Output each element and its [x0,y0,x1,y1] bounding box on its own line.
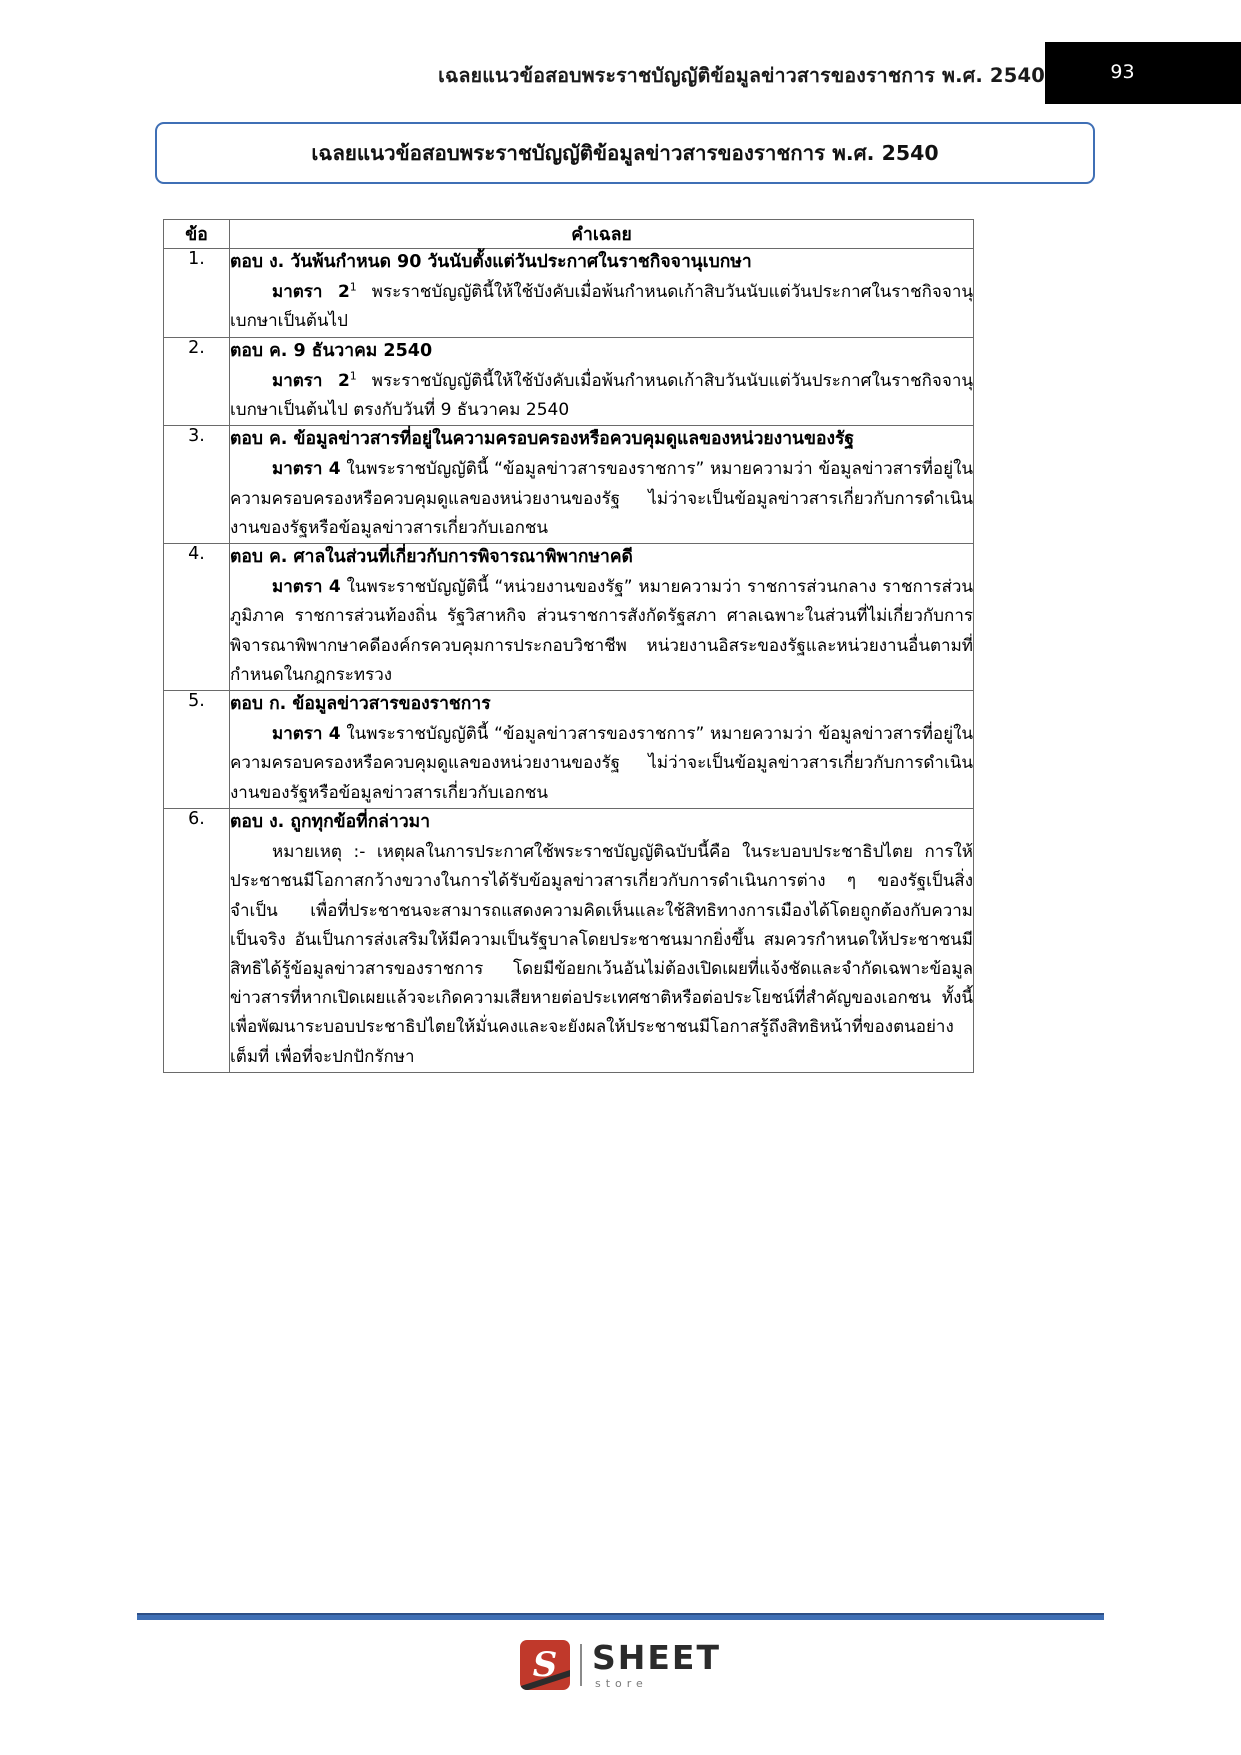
row-answer-cell [230,249,974,338]
row-number: 5. [164,691,230,809]
row-answer-cell [230,544,974,691]
row-number: 1. [164,249,230,338]
table-row [164,249,974,338]
logo-letter: S [532,1645,558,1685]
answer-heading: ตอบ ก. ข้อมูลข่าวสารของราชการ [230,694,491,715]
explanation-text: ในพระราชบัญญัตินี้ “ข้อมูลข่าวสารของราชการ” หมายความว่า ข้อมูลข่าวสารที่อยู่ในความครอบครองหรือควบคุมดูแลของหน่วยงานของรัฐ ไม่ว่าจะเป็นข้อมูลข่าวสารเกี่ยวกับการดำเนินงานของรัฐหรือข้อมูลข่าวสารเกี่ยวกับเอกชน [230,724,973,803]
row-number: 2. [164,337,230,426]
answer-heading: ตอบ ง. วันพ้นกำหนด 90 วันนับตั้งแต่วันประกาศในราชกิจจานุเบกษา [230,252,752,272]
answer-heading: ตอบ ค. ข้อมูลข่าวสารที่อยู่ในความครอบครองหรือควบคุมดูแลของหน่วยงานของรัฐ [230,429,855,450]
running-header-title: เฉลยแนวข้อสอบพระราชบัญญัติข้อมูลข่าวสารของราชการ พ.ศ. 2540 [438,64,1045,87]
section-reference: มาตรา 4 [272,459,341,480]
logo-word: SHEET [592,1638,721,1677]
column-header-number: ข้อ [164,220,230,249]
explanation-text: พระราชบัญญัตินี้ให้ใช้บังคับเมื่อพ้นกำหนดเก้าสิบวันนับแต่วันประกาศในราชกิจจานุเบกษาเป็นต้นไป [230,282,973,332]
row-answer-cell [230,337,974,426]
answer-heading: ตอบ ค. ศาลในส่วนที่เกี่ยวกับการพิจารณาพิพากษาคดี [230,547,633,568]
explanation-text: พระราชบัญญัตินี้ให้ใช้บังคับเมื่อพ้นกำหนดเก้าสิบวันนับแต่วันประกาศในราชกิจจานุเบกษาเป็นต้นไป ตรงกับวันที่ 9 ธันวาคม 2540 [230,370,973,420]
footnote-marker: 1 [349,280,357,294]
explanation-text: ในพระราชบัญญัตินี้ “หน่วยงานของรัฐ” หมายความว่า ราชการส่วนกลาง ราชการส่วนภูมิภาค ราชการส่วนท้องถิ่น รัฐวิสาหกิจ ส่วนราชการสังกัดรัฐสภา ศาลเฉพาะในส่วนที่ไม่เกี่ยวกับการพิจารณาพิพากษาคดีองค์กรควบคุมการประกอบวิชาชีพ หน่วยงานอิสระของรัฐและหน่วยงานอื่นตามที่กำหนดในกฎกระทรวง [230,577,974,685]
table-header-row [164,220,974,249]
explanation-text: ในพระราชบัญญัตินี้ “ข้อมูลข่าวสารของราชการ” หมายความว่า ข้อมูลข่าวสารที่อยู่ในความครอบครองหรือควบคุมดูแลของหน่วยงานของรัฐ ไม่ว่าจะเป็นข้อมูลข่าวสารเกี่ยวกับการดำเนินงานของรัฐหรือข้อมูลข่าวสารเกี่ยวกับเอกชน [230,459,973,538]
logo-divider [580,1644,582,1686]
row-number: 4. [164,544,230,691]
table-row [164,544,974,691]
row-number: 3. [164,426,230,544]
page-number: 93 [1110,61,1135,83]
row-number: 6. [164,808,230,1072]
section-reference: มาตรา 2 [272,282,350,303]
logo-subword: store [595,1677,648,1690]
answer-explanation [230,367,973,425]
table-row [164,808,974,1072]
table-row [164,691,974,809]
sheet-store-logo-icon [520,1640,570,1690]
row-answer-cell [230,426,974,544]
explanation-text: หมายเหตุ :- เหตุผลในการประกาศใช้พระราชบัญญัติฉบับนี้คือ ในระบอบประชาธิปไตย การให้ประชาชนมีโอกาสกว้างขวางในการได้รับข้อมูลข่าวสารเกี่ยวกับการดำเนินการต่าง ๆ ของรัฐเป็นสิ่งจำเป็น เพื่อที่ประชาชนจะสามารถแสดงความคิดเห็นและใช้สิทธิทางการเมืองได้โดยถูกต้องกับความเป็นจริง อันเป็นการส่งเสริมให้มีความเป็นรัฐบาลโดยประชาชนมากยิ่งขึ้น สมควรกำหนดให้ประชาชนมีสิทธิได้รู้ข้อมูลข่าวสารของราชการ โดยมีข้อยกเว้นอันไม่ต้องเปิดเผยที่แจ้งชัดและจำกัดเฉพาะข้อมูลข่าวสารที่หากเปิดเผยแล้วจะเกิดความเสียหายต่อประเทศชาติหรือต่อประโยชน์ที่สำคัญของเอกชน ทั้งนี้เพื่อพัฒนาระบอบประชาธิปไตยให้มั่นคงและจะยังผลให้ประชาชนมีโอกาสรู้ถึงสิทธิหน้าที่ของตนอย่างเต็มที่ เพื่อที่จะปกปักรักษา [230,842,973,1067]
table-row [164,426,974,544]
answer-explanation [230,720,973,808]
row-answer-cell [230,808,974,1072]
answer-heading: ตอบ ค. 9 ธันวาคม 2540 [230,340,433,361]
answer-heading: ตอบ ง. ถูกทุกข้อที่กล่าวมา [230,811,431,832]
answer-explanation [230,838,973,1072]
document-title-box [155,122,1095,184]
section-reference: มาตรา 4 [272,724,341,745]
answer-key-table [163,219,974,1073]
table-row [164,337,974,426]
answer-explanation [230,573,973,690]
footer-divider [137,1613,1104,1620]
page-title: เฉลยแนวข้อสอบพระราชบัญญัติข้อมูลข่าวสารของราชการ พ.ศ. 2540 [311,140,939,165]
row-answer-cell [230,691,974,809]
section-reference: มาตรา 4 [272,577,341,598]
page-header [0,52,1241,104]
section-reference: มาตรา 2 [272,370,350,391]
column-header-answer: คำเฉลย [230,220,974,249]
footnote-marker: 1 [349,369,357,383]
answer-explanation [230,278,973,336]
answer-explanation [230,455,973,543]
logo-wordmark [592,1638,721,1690]
footer-logo [0,1640,1241,1690]
